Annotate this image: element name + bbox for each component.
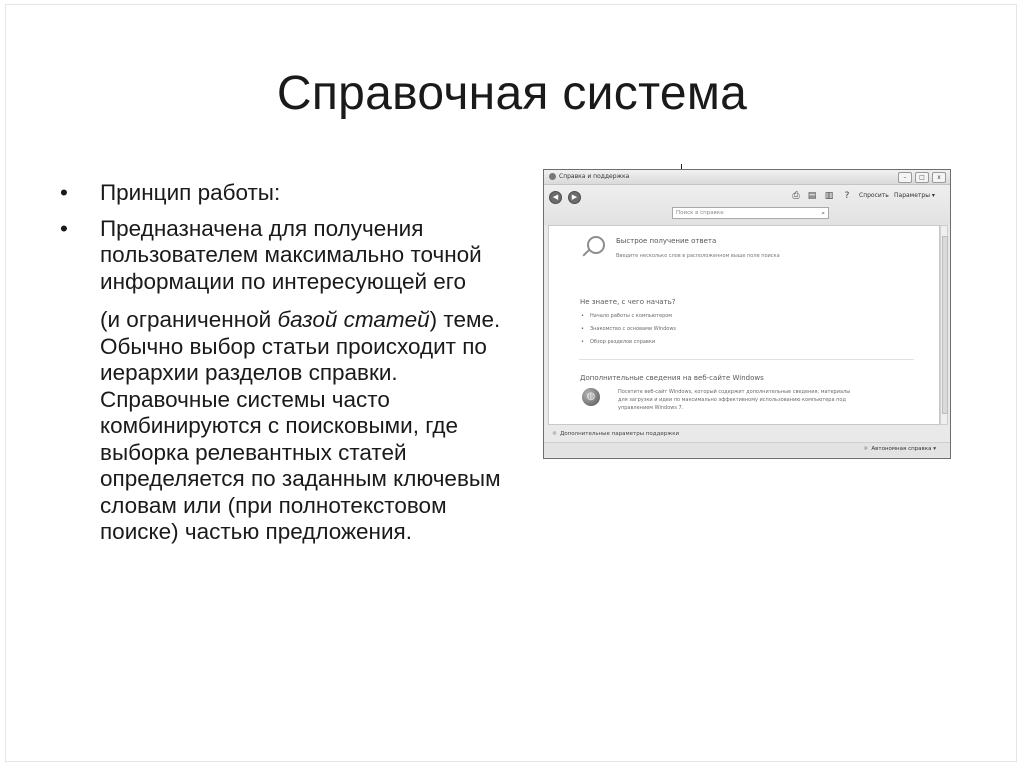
more-support-options-link[interactable]: Дополнительные параметры поддержки (559, 431, 680, 437)
online-info-link[interactable]: Посетите веб-сайт Windows, который содержит дополнительные сведения, материалы для загрузки и идеи по максимально эффективному использованию компьютера под управлением Windows 7. (618, 389, 851, 411)
close-button[interactable]: x (932, 172, 946, 183)
section-divider (579, 359, 914, 360)
magnifier-icon (587, 236, 605, 254)
getting-started-heading: Не знаете, с чего начать? (580, 298, 676, 306)
quick-answer-hint: Введите несколько слов в расположенном выше поле поиска (616, 253, 780, 259)
help-window (543, 169, 951, 459)
support-options-icon: ☼ (552, 431, 557, 437)
bullet-marker: • (60, 215, 68, 241)
offline-help-icon: ☼ (863, 446, 869, 452)
getting-started-links (581, 310, 676, 349)
ask-icon[interactable]: ? (844, 191, 850, 201)
forward-button[interactable]: ▶ (568, 191, 581, 204)
window-title: Справка и поддержка (559, 173, 630, 180)
window-statusbar (544, 442, 950, 457)
offline-help-label[interactable]: Автономная справка ▾ (871, 446, 936, 452)
offline-help-menu[interactable] (863, 446, 936, 452)
scrollbar-thumb[interactable] (942, 236, 948, 414)
window-titlebar (544, 170, 950, 185)
search-placeholder: Поиск в справке (676, 210, 724, 216)
bullet-text-purpose: Предназначена для получения пользователем максимально точной информации по интересующей его (100, 215, 482, 294)
bullet-item (58, 180, 518, 207)
paragraph-text-rest: ) теме. Обычно выбор статьи происходит по иерархии разделов справки. Справочные системы часто комбинируются с поисковыми, где выборка релевантных статей определяется по заданным ключевым словам или (при полнотекстовом поиске) частью предложения. (100, 307, 501, 544)
help-app-icon (549, 173, 556, 180)
slide-title: Справочная система (276, 67, 748, 120)
online-info-heading: Дополнительные сведения на веб-сайте Windows (580, 374, 764, 382)
paragraph-italic-term: базой статей (277, 307, 430, 332)
minimize-button[interactable]: – (898, 172, 912, 183)
bullet-item (58, 216, 518, 546)
support-options-bar (544, 428, 950, 440)
ask-button[interactable]: Спросить (859, 192, 889, 199)
window-toolbar (544, 185, 950, 225)
browse-help-icon[interactable]: ▤ (807, 191, 817, 201)
bullet-list (58, 180, 518, 555)
help-search-input[interactable] (672, 207, 829, 219)
help-link[interactable]: • Обзор разделов справки (581, 336, 676, 349)
print-icon[interactable]: ⎙ (792, 191, 800, 201)
help-link[interactable]: • Знакомство с основами Windows (581, 323, 676, 336)
globe-icon: ◍ (582, 388, 600, 406)
quick-answer-heading: Быстрое получение ответа (616, 237, 717, 245)
paragraph-text-start: (и ограниченной (100, 307, 278, 332)
vertical-scrollbar[interactable] (940, 225, 948, 425)
help-link[interactable]: • Начало работы с компьютером (581, 310, 676, 323)
book-icon[interactable]: ▥ (824, 191, 834, 201)
bullet-paragraph (100, 307, 518, 546)
search-icon[interactable]: ⌕ (821, 209, 825, 217)
bullet-text-principle: Принцип работы: (100, 180, 281, 205)
help-content-area (548, 225, 940, 425)
back-button[interactable]: ◀ (549, 191, 562, 204)
maximize-button[interactable]: □ (915, 172, 929, 183)
window-controls (898, 172, 946, 183)
options-menu[interactable]: Параметры ▾ (894, 192, 935, 199)
bullet-marker: • (60, 180, 68, 205)
